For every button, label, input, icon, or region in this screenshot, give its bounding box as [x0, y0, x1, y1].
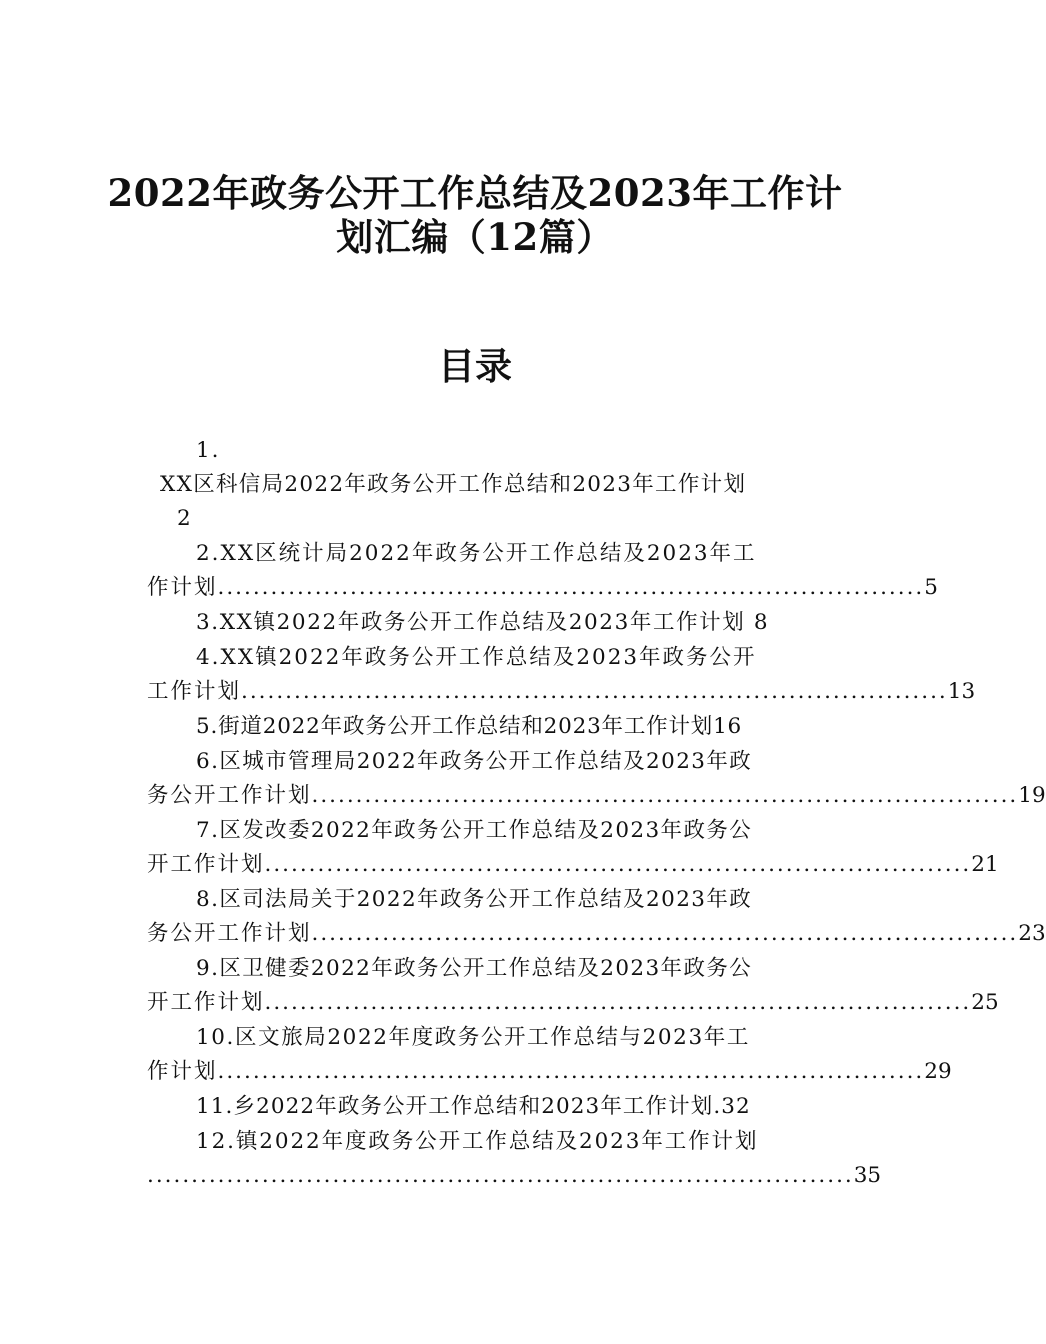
- toc-entry-page: 13: [947, 679, 976, 704]
- toc-entry-page: 29: [924, 1059, 952, 1084]
- toc-entry-page: 19: [1018, 783, 1046, 808]
- document-title-line-1: 2022年政务公开工作总结及2023年工作计: [107, 171, 843, 215]
- leader-dots: ................................................................................: [241, 679, 948, 704]
- leader-dots: ................................................................................: [217, 575, 925, 600]
- toc-entry-page: 32: [721, 1094, 751, 1119]
- toc-entry-page: 5: [924, 575, 938, 600]
- toc-heading: 目录: [438, 344, 512, 388]
- document-title-line-2: 划汇编（12篇）: [336, 215, 614, 259]
- toc-entry-title-line-2: 作计划 ................................................................................ 29: [147, 1056, 805, 1088]
- leader-dots: ................................................................................: [147, 1163, 854, 1188]
- toc-entry-title-line-1: 8.区司法局关于2022年政务公开工作总结及2023年政: [196, 887, 753, 912]
- leader-dots: ................................................................................: [311, 783, 1019, 808]
- toc-entry-title-line-1: 9.区卫健委2022年政务公开工作总结及2023年政务公: [196, 956, 753, 981]
- toc-entry-page: 16: [713, 714, 743, 739]
- toc-entry-title-line-2: 作计划 ................................................................................ 5: [147, 572, 805, 604]
- toc-entry-page: 2: [177, 506, 193, 531]
- toc-entry-title: 3.XX镇2022年政务公开工作总结及2023年工作计划 8: [196, 610, 770, 635]
- toc-entry-title: 11.乡2022年政务公开工作总结和2023年工作计划.32: [196, 1094, 751, 1119]
- toc-entry-title-line-1: 7.区发改委2022年政务公开工作总结及2023年政务公: [196, 818, 753, 843]
- toc-entry-title: XX区科信局2022年政务公开工作总结和2023年工作计划: [160, 472, 747, 497]
- toc-entry-page: 21: [971, 852, 999, 877]
- leader-dots: ................................................................................: [264, 990, 972, 1015]
- toc-entry-title: 5.街道2022年政务公开工作总结和2023年工作计划16: [196, 714, 743, 739]
- toc-entry-title: 12.镇2022年度政务公开工作总结及2023年工作计划: [196, 1129, 759, 1154]
- toc-entry-page: 8: [753, 610, 770, 635]
- toc-entry-title-line-2: 工作计划 ................................................................................ 13: [147, 676, 805, 708]
- toc-entry-number: 1.: [196, 438, 221, 463]
- toc-entry-page: 23: [1018, 921, 1046, 946]
- toc-entry-title-line-1: 6.区城市管理局2022年政务公开工作总结及2023年政: [196, 749, 753, 774]
- toc-entry-page: 35: [853, 1163, 882, 1188]
- leader-dots: ................................................................................: [217, 1059, 925, 1084]
- toc-entry-page: 25: [971, 990, 999, 1015]
- toc-entry-title-line-1: 2.XX区统计局2022年政务公开工作总结及2023年工: [196, 541, 757, 566]
- leader-dots: ................................................................................: [311, 921, 1019, 946]
- toc-entry-title-line-2: 开工作计划 ................................................................................ 21: [147, 849, 805, 881]
- toc-entry-title-line-2: 务公开工作计划 ................................................................................ 23: [147, 918, 805, 950]
- toc-entry-title-line-2: 务公开工作计划 ................................................................................ 19: [147, 780, 805, 812]
- toc-entry-title-line-1: 4.XX镇2022年政务公开工作总结及2023年政务公开: [196, 645, 757, 670]
- toc-entry-page-line: [147, 1160, 882, 1192]
- leader-dots: ................................................................................: [264, 852, 972, 877]
- toc-entry-title-line-2: 开工作计划 ................................................................................ 25: [147, 987, 805, 1019]
- toc-entry-title-line-1: 10.区文旅局2022年度政务公开工作总结与2023年工: [196, 1025, 750, 1050]
